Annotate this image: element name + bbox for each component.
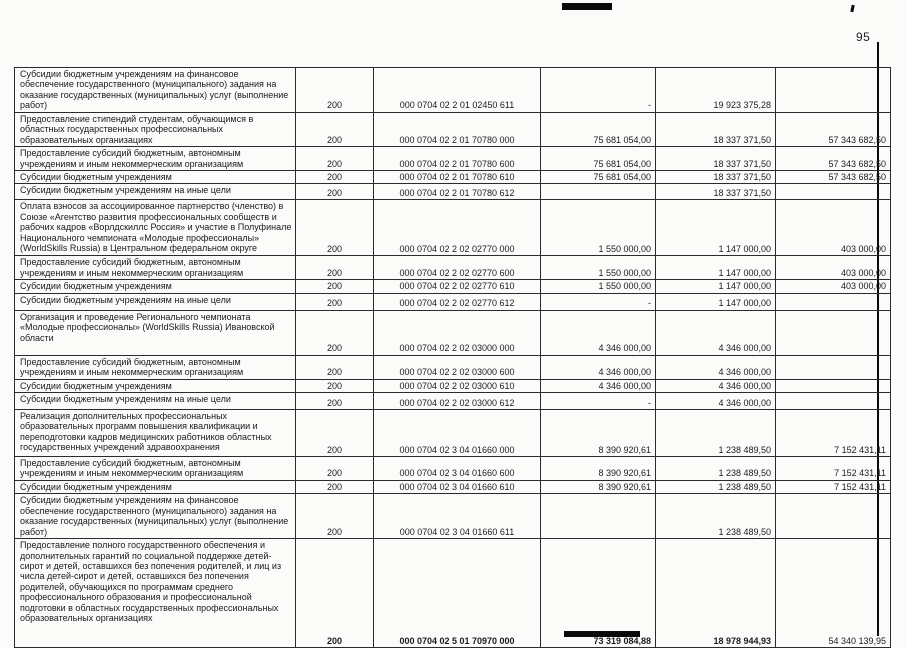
table-row	[15, 410, 891, 457]
row-amount-plan	[541, 494, 656, 539]
budget-table	[14, 67, 891, 648]
row-amount-executed: 1 147 000,00	[656, 280, 776, 293]
row-amount-executed: 1 238 489,50	[656, 494, 776, 539]
row-amount-executed: 18 337 371,50	[656, 147, 776, 171]
row-budget-classification-code: 000 0704 02 2 02 02770 612	[374, 293, 541, 310]
budget-table-body	[15, 68, 891, 648]
table-row	[15, 293, 891, 310]
scan-artifact-top-tick	[850, 5, 854, 12]
row-description: Предоставление стипендий студентам, обучающимся в областных государственных профессиональных образовательных организациях	[15, 112, 296, 146]
row-amount-executed: 1 238 489,50	[656, 480, 776, 493]
row-amount-remainder	[776, 293, 891, 310]
row-amount-remainder: 403 000,00	[776, 256, 891, 280]
row-budget-classification-code: 000 0704 02 2 01 70780 000	[374, 112, 541, 146]
row-expense-type-code: 200	[296, 457, 374, 481]
row-amount-plan: 1 550 000,00	[541, 280, 656, 293]
row-amount-plan	[541, 184, 656, 200]
row-amount-remainder	[776, 379, 891, 392]
row-expense-type-code: 200	[296, 310, 374, 355]
row-description: Предоставление полного государственного обеспечения и дополнительных гарантий по социальной поддержке детей-сирот и детей, оставшихся без попечения родителей, и лиц из числа детей-сирот и детей, оставшихся без попечения родителей, обучающихся по программам среднего профессионального образования и профессиональной подготовки в областных государственных профессиональных образовательных организациях	[15, 539, 296, 648]
scan-artifact-top-bar	[562, 3, 612, 10]
table-row	[15, 539, 891, 648]
row-amount-remainder	[776, 184, 891, 200]
row-budget-classification-code: 000 0704 02 2 01 70780 612	[374, 184, 541, 200]
row-budget-classification-code: 000 0704 02 3 04 01660 600	[374, 457, 541, 481]
row-amount-executed: 1 238 489,50	[656, 410, 776, 457]
row-description: Организация и проведение Регионального чемпионата «Молодые профессионалы» (WorldSkills Russia) Ивановской области	[15, 310, 296, 355]
row-description: Субсидии бюджетным учреждениям	[15, 480, 296, 493]
row-amount-executed: 1 147 000,00	[656, 293, 776, 310]
row-expense-type-code: 200	[296, 147, 374, 171]
row-budget-classification-code: 000 0704 02 2 01 70780 600	[374, 147, 541, 171]
table-row	[15, 310, 891, 355]
row-expense-type-code: 200	[296, 68, 374, 113]
row-amount-plan: 4 346 000,00	[541, 379, 656, 392]
row-budget-classification-code: 000 0704 02 2 01 02450 611	[374, 68, 541, 113]
row-amount-executed: 1 238 489,50	[656, 457, 776, 481]
row-description: Субсидии бюджетным учреждениям	[15, 280, 296, 293]
row-budget-classification-code: 000 0704 02 2 02 02770 600	[374, 256, 541, 280]
table-row	[15, 280, 891, 293]
row-expense-type-code: 200	[296, 393, 374, 410]
row-amount-plan: 4 346 000,00	[541, 355, 656, 379]
row-expense-type-code: 200	[296, 280, 374, 293]
row-amount-remainder: 7 152 431,11	[776, 480, 891, 493]
row-amount-plan: 1 550 000,00	[541, 200, 656, 256]
row-expense-type-code: 200	[296, 539, 374, 648]
row-description: Субсидии бюджетным учреждениям на финансовое обеспечение государственного (муниципального) задания на оказание государственных (муниципальных) услуг (выполнение работ)	[15, 494, 296, 539]
table-row	[15, 355, 891, 379]
row-description: Предоставление субсидий бюджетным, автономным учреждениям и иным некоммерческим организациям	[15, 256, 296, 280]
row-expense-type-code: 200	[296, 184, 374, 200]
table-row	[15, 393, 891, 410]
row-expense-type-code: 200	[296, 256, 374, 280]
table-row	[15, 112, 891, 146]
row-amount-executed: 18 337 371,50	[656, 112, 776, 146]
row-amount-remainder: 7 152 431,11	[776, 410, 891, 457]
row-expense-type-code: 200	[296, 480, 374, 493]
table-row	[15, 68, 891, 113]
row-amount-remainder: 57 343 682,50	[776, 112, 891, 146]
row-amount-remainder	[776, 68, 891, 113]
row-amount-plan: 75 681 054,00	[541, 147, 656, 171]
row-amount-plan: 75 681 054,00	[541, 170, 656, 183]
row-amount-executed: 19 923 375,28	[656, 68, 776, 113]
row-description: Субсидии бюджетным учреждениям на иные цели	[15, 393, 296, 410]
row-amount-remainder: 54 340 139,95	[776, 539, 891, 648]
table-row	[15, 200, 891, 256]
row-description: Предоставление субсидий бюджетным, автономным учреждениям и иным некоммерческим организациям	[15, 147, 296, 171]
row-amount-plan: 75 681 054,00	[541, 112, 656, 146]
row-budget-classification-code: 000 0704 02 2 02 03000 610	[374, 379, 541, 392]
row-budget-classification-code: 000 0704 02 2 02 03000 612	[374, 393, 541, 410]
table-row	[15, 184, 891, 200]
row-description: Субсидии бюджетным учреждениям	[15, 170, 296, 183]
row-budget-classification-code: 000 0704 02 2 02 02770 000	[374, 200, 541, 256]
row-expense-type-code: 200	[296, 410, 374, 457]
row-amount-executed: 18 978 944,93	[656, 539, 776, 648]
row-amount-plan: -	[541, 293, 656, 310]
row-amount-plan: 8 390 920,61	[541, 480, 656, 493]
row-expense-type-code: 200	[296, 170, 374, 183]
row-amount-remainder	[776, 355, 891, 379]
row-amount-remainder: 403 000,00	[776, 200, 891, 256]
row-budget-classification-code: 000 0704 02 3 04 01660 000	[374, 410, 541, 457]
row-expense-type-code: 200	[296, 494, 374, 539]
row-budget-classification-code: 000 0704 02 2 02 03000 000	[374, 310, 541, 355]
row-amount-plan: -	[541, 68, 656, 113]
row-budget-classification-code: 000 0704 02 3 04 01660 610	[374, 480, 541, 493]
row-amount-plan: 8 390 920,61	[541, 457, 656, 481]
row-description: Предоставление субсидий бюджетным, автономным учреждениям и иным некоммерческим организациям	[15, 457, 296, 481]
row-amount-executed: 18 337 371,50	[656, 170, 776, 183]
table-row	[15, 170, 891, 183]
row-amount-plan: 8 390 920,61	[541, 410, 656, 457]
page-number: 95	[856, 30, 871, 44]
row-description: Субсидии бюджетным учреждениям	[15, 379, 296, 392]
table-row	[15, 494, 891, 539]
row-description: Предоставление субсидий бюджетным, автономным учреждениям и иным некоммерческим организациям	[15, 355, 296, 379]
row-expense-type-code: 200	[296, 379, 374, 392]
row-expense-type-code: 200	[296, 293, 374, 310]
row-budget-classification-code: 000 0704 02 2 02 03000 600	[374, 355, 541, 379]
row-expense-type-code: 200	[296, 112, 374, 146]
table-row	[15, 457, 891, 481]
row-amount-remainder: 57 343 682,50	[776, 170, 891, 183]
row-expense-type-code: 200	[296, 355, 374, 379]
row-budget-classification-code: 000 0704 02 2 01 70780 610	[374, 170, 541, 183]
row-amount-executed: 1 147 000,00	[656, 200, 776, 256]
row-amount-executed: 4 346 000,00	[656, 310, 776, 355]
row-description: Реализация дополнительных профессиональных образовательных программ повышения квалификации и переподготовки кадров медицинских работников областных государственных учреждений здравоохранения	[15, 410, 296, 457]
row-amount-executed: 18 337 371,50	[656, 184, 776, 200]
row-amount-remainder: 7 152 431,11	[776, 457, 891, 481]
row-amount-remainder: 57 343 682,50	[776, 147, 891, 171]
row-description: Субсидии бюджетным учреждениям на иные цели	[15, 293, 296, 310]
row-description: Оплата взносов за ассоциированное партнерство (членство) в Союзе «Агентство развития профессиональных сообществ и рабочих кадров «Ворлдскиллс Россия» и участие в Полуфинале Национального чемпионата «Молодые профессионалы» (WorldSkills Russia) в Центральном федеральном округе	[15, 200, 296, 256]
row-budget-classification-code: 000 0704 02 3 04 01660 611	[374, 494, 541, 539]
row-budget-classification-code: 000 0704 02 5 01 70970 000	[374, 539, 541, 648]
row-amount-executed: 4 346 000,00	[656, 379, 776, 392]
row-amount-remainder	[776, 310, 891, 355]
table-row	[15, 256, 891, 280]
table-row	[15, 379, 891, 392]
row-amount-plan: 4 346 000,00	[541, 310, 656, 355]
row-amount-remainder: 403 000,00	[776, 280, 891, 293]
row-expense-type-code: 200	[296, 200, 374, 256]
row-amount-remainder	[776, 494, 891, 539]
row-amount-executed: 4 346 000,00	[656, 355, 776, 379]
row-budget-classification-code: 000 0704 02 2 02 02770 610	[374, 280, 541, 293]
row-amount-plan: 1 550 000,00	[541, 256, 656, 280]
row-amount-remainder	[776, 393, 891, 410]
table-row	[15, 147, 891, 171]
row-amount-plan: -	[541, 393, 656, 410]
row-description: Субсидии бюджетным учреждениям на финансовое обеспечение государственного (муниципального) задания на оказание государственных (муниципальных) услуг (выполнение работ)	[15, 68, 296, 113]
row-amount-executed: 4 346 000,00	[656, 393, 776, 410]
row-amount-plan: 73 319 084,88	[541, 539, 656, 648]
table-row	[15, 480, 891, 493]
row-description: Субсидии бюджетным учреждениям на иные цели	[15, 184, 296, 200]
row-amount-executed: 1 147 000,00	[656, 256, 776, 280]
